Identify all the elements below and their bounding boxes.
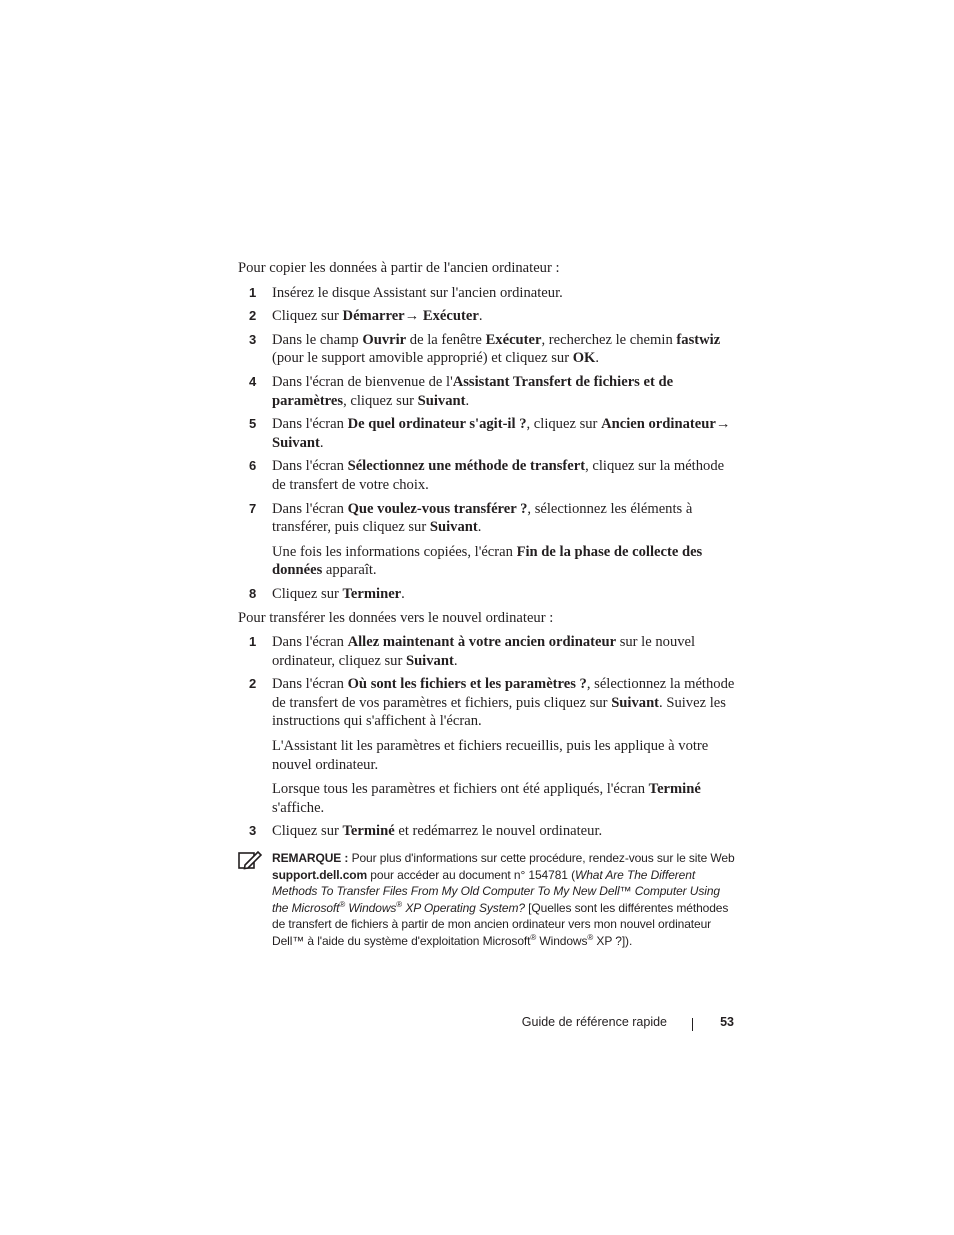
ui-term: Terminer xyxy=(342,585,402,602)
ui-term: Suivant xyxy=(611,694,660,711)
step-text: . Suivez les instructions qui s'affichent à l'écran. xyxy=(272,694,726,730)
note-text: Windows xyxy=(539,933,588,948)
footer-title: Guide de référence rapide xyxy=(521,1015,667,1029)
step-item xyxy=(238,822,738,841)
step-text: . xyxy=(465,392,470,409)
registered-mark: ® xyxy=(396,899,403,909)
ui-term: Suivant xyxy=(272,434,320,451)
note-text: [Quelles sont les différentes méthodes de transfert de fichiers à partir de mon ancien ordinateur vers mon nouvel ordinateur Dell™ à l'aide du système d'exploitation Microsoft xyxy=(272,900,729,948)
step-text: Dans l'écran xyxy=(272,416,348,433)
ui-term: Terminé xyxy=(342,823,395,840)
note-text: XP ?]). xyxy=(593,933,633,948)
step-subparagraph xyxy=(272,543,738,580)
note-text: Pour plus d'informations sur cette procédure, rendez-vous sur le site Web xyxy=(348,851,735,866)
step-number: 3 xyxy=(249,331,257,347)
step-text: apparaît. xyxy=(322,562,377,579)
step-text: Dans l'écran xyxy=(272,458,348,475)
step-subparagraph xyxy=(272,737,738,774)
step-text: Dans l'écran de bienvenue de l' xyxy=(272,373,453,390)
ui-term: Suivant xyxy=(405,652,454,669)
step-body xyxy=(272,457,738,494)
ui-term: Exécuter xyxy=(422,308,479,325)
step-item xyxy=(238,415,738,452)
ui-term: fastwiz xyxy=(676,331,721,348)
step-body xyxy=(272,373,738,410)
step-text: (pour le support amovible approprié) et cliquez sur xyxy=(272,350,573,367)
step-text: Dans le champ xyxy=(272,331,363,348)
step-number: 5 xyxy=(249,416,257,432)
step-text: , cliquez sur la méthode de transfert de votre choix. xyxy=(272,458,725,493)
step-number: 8 xyxy=(249,585,257,601)
step-item xyxy=(238,373,738,410)
step-item xyxy=(238,457,738,494)
ui-term: Que voulez-vous transférer ? xyxy=(347,500,528,517)
step-body xyxy=(272,307,738,326)
step-number: 6 xyxy=(249,458,257,474)
ui-term: OK xyxy=(572,350,596,367)
note-english-title: What Are The Different Methods To Transfer Files From My Old Computer To My New Dell™ Computer Using the Microsoft xyxy=(272,867,720,915)
step-item xyxy=(238,307,738,326)
step-text: s'affiche. xyxy=(272,799,325,816)
transfer-steps-list xyxy=(238,633,738,841)
ui-term: Terminé xyxy=(648,781,701,798)
step-item xyxy=(238,331,738,368)
note-block xyxy=(238,850,738,949)
step-text: . xyxy=(319,434,324,451)
page-number: 53 xyxy=(720,1015,734,1029)
step-text: . xyxy=(595,350,600,367)
step-text: sur le nouvel ordinateur, cliquez sur xyxy=(272,634,696,669)
step-text: Cliquez sur xyxy=(272,308,343,325)
step-text: , sélectionnez la méthode de transfert de vos paramètres et fichiers, puis cliquez sur xyxy=(272,676,735,711)
step-number: 2 xyxy=(249,308,257,324)
footer-divider xyxy=(692,1018,693,1031)
step-body xyxy=(272,675,738,731)
registered-mark: ® xyxy=(530,932,537,942)
pencil-note-icon xyxy=(238,850,262,870)
copy-steps-list xyxy=(238,284,738,604)
step-body xyxy=(272,415,738,452)
registered-mark: ® xyxy=(339,899,346,909)
step-text: Cliquez sur xyxy=(272,823,343,840)
step-body xyxy=(272,331,738,368)
step-item xyxy=(238,500,738,580)
ui-term: Suivant xyxy=(429,519,478,536)
note-site-link[interactable]: support.dell.com xyxy=(272,867,368,882)
step-text: → xyxy=(404,308,423,325)
step-text: Dans l'écran xyxy=(272,500,348,517)
ui-term: Suivant xyxy=(417,392,466,409)
step-text: , cliquez sur xyxy=(343,392,418,409)
ui-term: Ancien ordinateur xyxy=(601,416,716,433)
note-english-title: XP Operating System? xyxy=(402,900,525,915)
step-body xyxy=(272,500,738,537)
step-text: . xyxy=(401,585,405,602)
step-item xyxy=(238,284,738,303)
step-text: , sélectionnez les éléments à transférer, puis cliquez sur xyxy=(272,500,693,536)
step-body xyxy=(272,284,738,303)
step-text: . xyxy=(453,652,458,669)
step-text: . xyxy=(477,519,482,536)
ui-term: Fin de la phase de collecte des données xyxy=(272,543,703,579)
step-text: et redémarrez le nouvel ordinateur. xyxy=(394,823,603,840)
note-label: REMARQUE : xyxy=(272,851,349,866)
step-body xyxy=(272,822,738,841)
step-item xyxy=(238,675,738,817)
step-number: 7 xyxy=(249,500,257,516)
intro-copy: Pour copier les données à partir de l'ancien ordinateur : xyxy=(238,260,560,276)
step-text: , cliquez sur xyxy=(526,416,602,433)
step-number: 4 xyxy=(249,373,257,389)
step-text: Cliquez sur xyxy=(272,585,343,602)
step-text: Insérez le disque Assistant sur l'ancien ordinateur. xyxy=(272,284,563,301)
step-number: 3 xyxy=(249,823,257,839)
step-text: Une fois les informations copiées, l'écran xyxy=(272,543,517,560)
ui-term: Où sont les fichiers et les paramètres ? xyxy=(347,676,587,693)
step-text: de la fenêtre xyxy=(406,331,486,348)
step-text: , recherchez le chemin xyxy=(541,331,677,348)
step-subparagraph xyxy=(272,780,738,817)
ui-term: Sélectionnez une méthode de transfert xyxy=(347,458,586,475)
registered-mark: ® xyxy=(587,932,594,942)
step-body xyxy=(272,633,738,670)
step-text: Dans l'écran xyxy=(272,634,348,651)
ui-term: Démarrer xyxy=(342,308,405,325)
step-number: 1 xyxy=(249,634,257,650)
note-text: pour accéder au document n° 154781 ( xyxy=(367,867,575,882)
step-number: 1 xyxy=(249,284,257,300)
step-body xyxy=(272,585,738,604)
step-item xyxy=(238,633,738,670)
step-number: 2 xyxy=(249,676,257,692)
step-text: Lorsque tous les paramètres et fichiers ont été appliqués, l'écran xyxy=(272,781,649,798)
ui-term: Exécuter xyxy=(485,331,542,348)
ui-term: De quel ordinateur s'agit-il ? xyxy=(347,416,527,433)
ui-term: Ouvrir xyxy=(362,331,407,348)
intro-transfer: Pour transférer les données vers le nouvel ordinateur : xyxy=(238,609,554,626)
page-content xyxy=(238,259,738,949)
ui-term: Allez maintenant à votre ancien ordinateur xyxy=(347,634,617,651)
ui-term: Assistant Transfert de fichiers et de paramètres xyxy=(272,373,674,409)
step-text: → xyxy=(715,416,731,433)
step-text: Dans l'écran xyxy=(272,676,348,693)
step-item xyxy=(238,585,738,604)
note-english-title: Windows xyxy=(345,900,397,915)
step-text: . xyxy=(478,308,483,325)
step-text: L'Assistant lit les paramètres et fichiers recueillis, puis les applique à votre nouvel ordinateur. xyxy=(272,738,709,773)
